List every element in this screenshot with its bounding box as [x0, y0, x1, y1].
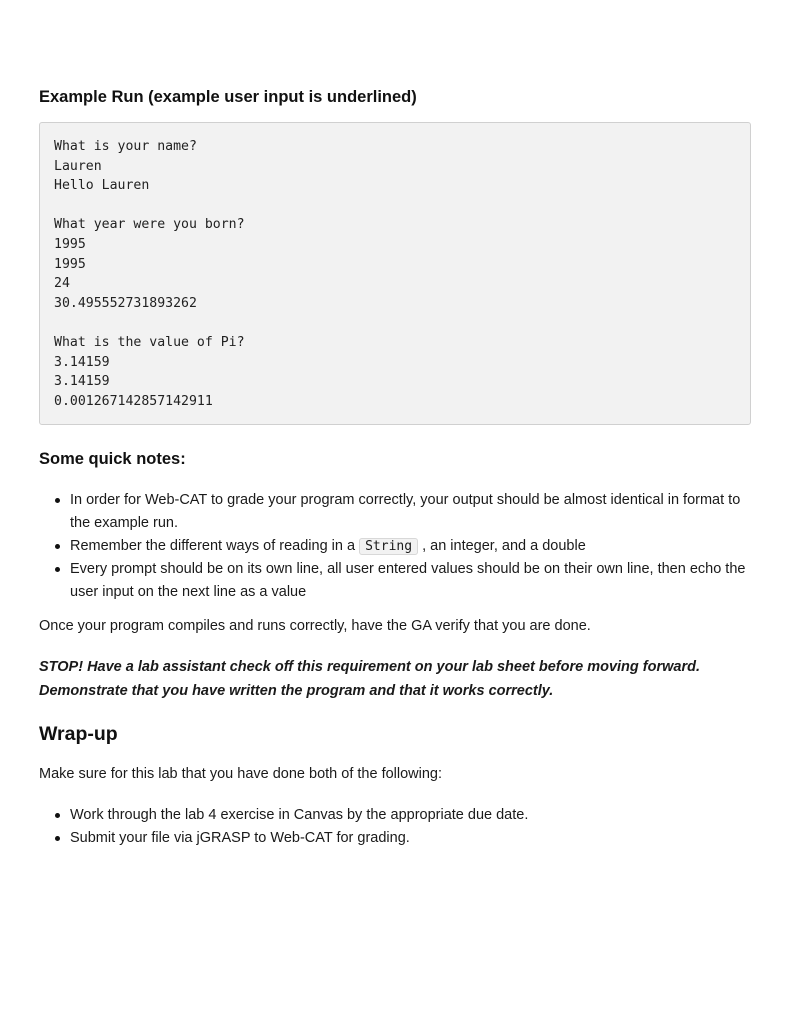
wrap-up-intro: Make sure for this lab that you have done both of the following: [39, 766, 443, 782]
list-item-text: Remember the different ways of reading in a [70, 538, 360, 554]
stop-notice: STOP! Have a lab assistant check off this requirement on your lab sheet before moving forward. Demonstrate that you have written the program and that it works correctly. [39, 659, 700, 699]
list-item: In order for Web-CAT to grade your program correctly, your output should be almost identical in format to the example run. [39, 489, 751, 535]
example-run-heading: Example Run (example user input is underlined) [39, 88, 417, 106]
list-item [39, 535, 751, 558]
list-item-text: , an integer, and a double [418, 538, 586, 554]
quick-notes-heading: Some quick notes: [39, 450, 186, 468]
quick-notes-list [39, 489, 751, 604]
list-item: Every prompt should be on its own line, all user entered values should be on their own line, then echo the user input on the next line as a value [39, 558, 751, 604]
wrap-up-list [39, 804, 751, 850]
verify-paragraph: Once your program compiles and runs correctly, have the GA verify that you are done. [39, 618, 591, 634]
example-run-output: What is your name? Lauren Hello Lauren What year were you born? 1995 1995 24 30.495552731893262 What is the value of Pi? 3.14159 3.14159 0.001267142857142911 [54, 139, 245, 409]
list-item: Submit your file via jGRASP to Web-CAT for grading. [39, 827, 751, 850]
wrap-up-heading: Wrap-up [39, 723, 118, 745]
string-code-snippet: String [359, 538, 418, 555]
example-run-code-block [39, 122, 751, 425]
list-item: Work through the lab 4 exercise in Canvas by the appropriate due date. [39, 804, 751, 827]
